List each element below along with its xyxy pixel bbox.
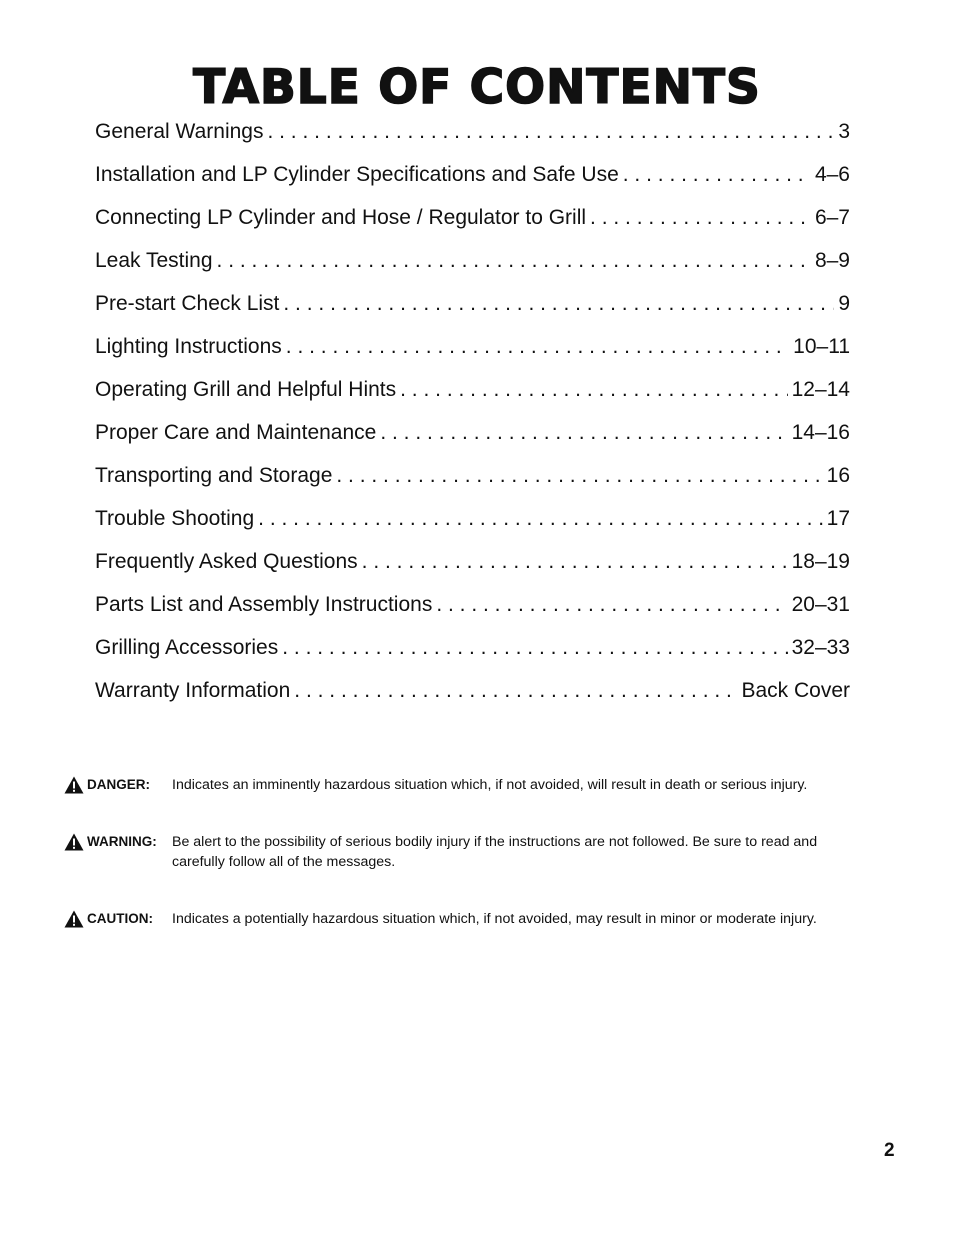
toc-entry-page: 14–16 — [791, 421, 850, 444]
toc-entry-label: Parts List and Assembly Instructions — [95, 593, 433, 616]
warning-text: Be alert to the possibility of serious bodily injury if the instructions are not followed. Be sure to read and carefully follow all of the messages. — [172, 834, 818, 870]
page-title: TABLE OF CONTENTS — [193, 60, 761, 116]
toc-dot-leader — [294, 669, 737, 712]
table-of-contents — [95, 110, 850, 712]
toc-entry-page: 6–7 — [814, 206, 850, 229]
toc-entry-connecting-cylinder — [95, 196, 850, 239]
toc-dot-leader — [380, 411, 787, 454]
warning-triangle-icon — [64, 833, 84, 851]
toc-entry-page: 10–11 — [793, 335, 850, 358]
toc-entry-page: 32–33 — [791, 636, 850, 659]
warning-triangle-icon — [64, 776, 84, 794]
toc-entry-label: Connecting LP Cylinder and Hose / Regulator to Grill — [95, 206, 587, 229]
toc-entry-care-maintenance — [95, 411, 850, 454]
toc-entry-grilling-accessories — [95, 626, 850, 669]
danger-text: Indicates an imminently hazardous situation which, if not avoided, will result in death or serious injury. — [172, 777, 808, 793]
danger-label: DANGER: — [87, 777, 150, 792]
toc-entry-label: Leak Testing — [95, 249, 213, 272]
toc-entry-page: 16 — [826, 464, 850, 487]
toc-entry-transporting-storage — [95, 454, 850, 497]
toc-entry-label: Lighting Instructions — [95, 335, 282, 358]
toc-entry-label: Transporting and Storage — [95, 464, 333, 487]
toc-entry-page: 3 — [838, 120, 850, 143]
toc-entry-label: Grilling Accessories — [95, 636, 279, 659]
warning-triangle-icon — [64, 910, 84, 928]
toc-dot-leader — [217, 239, 811, 282]
toc-entry-page: Back Cover — [741, 679, 850, 702]
toc-entry-page: 8–9 — [814, 249, 850, 272]
toc-entry-page: 17 — [826, 507, 850, 530]
toc-entry-label: Proper Care and Maintenance — [95, 421, 377, 444]
toc-entry-label: Warranty Information — [95, 679, 291, 702]
toc-entry-pre-start-check-list — [95, 282, 850, 325]
toc-dot-leader — [336, 454, 822, 497]
toc-entry-page: 20–31 — [791, 593, 850, 616]
toc-entry-lighting-instructions — [95, 325, 850, 368]
toc-entry-page: 12–14 — [791, 378, 850, 401]
toc-dot-leader — [283, 282, 834, 325]
danger-notice — [64, 775, 854, 795]
caution-label: CAUTION: — [87, 911, 153, 926]
toc-dot-leader — [362, 540, 788, 583]
toc-entry-operating-grill — [95, 368, 850, 411]
toc-dot-leader — [286, 325, 789, 368]
caution-text: Indicates a potentially hazardous situation which, if not avoided, may result in minor or moderate injury. — [172, 911, 817, 927]
toc-entry-page: 4–6 — [814, 163, 850, 186]
caution-notice — [64, 909, 854, 929]
toc-entry-label: General Warnings — [95, 120, 264, 143]
toc-entry-general-warnings — [95, 110, 850, 153]
toc-dot-leader — [400, 368, 787, 411]
toc-entry-trouble-shooting — [95, 497, 850, 540]
toc-entry-label: Operating Grill and Helpful Hints — [95, 378, 397, 401]
toc-entry-installation — [95, 153, 850, 196]
warning-label: WARNING: — [87, 834, 157, 849]
toc-entry-warranty — [95, 669, 850, 712]
toc-entry-leak-testing — [95, 239, 850, 282]
toc-dot-leader — [623, 153, 811, 196]
toc-entry-label: Frequently Asked Questions — [95, 550, 358, 573]
warning-notice — [64, 832, 854, 872]
toc-dot-leader — [258, 497, 822, 540]
toc-dot-leader — [436, 583, 787, 626]
toc-dot-leader — [282, 626, 787, 669]
toc-dot-leader — [590, 196, 811, 239]
safety-notices — [64, 775, 854, 929]
toc-entry-parts-list — [95, 583, 850, 626]
toc-entry-label: Trouble Shooting — [95, 507, 255, 530]
page-number: 2 — [884, 1140, 895, 1161]
toc-entry-page: 18–19 — [791, 550, 850, 573]
toc-entry-faq — [95, 540, 850, 583]
toc-entry-label: Pre-start Check List — [95, 292, 280, 315]
toc-dot-leader — [267, 110, 834, 153]
toc-entry-page: 9 — [838, 292, 850, 315]
toc-entry-label: Installation and LP Cylinder Specifications and Safe Use — [95, 163, 619, 186]
